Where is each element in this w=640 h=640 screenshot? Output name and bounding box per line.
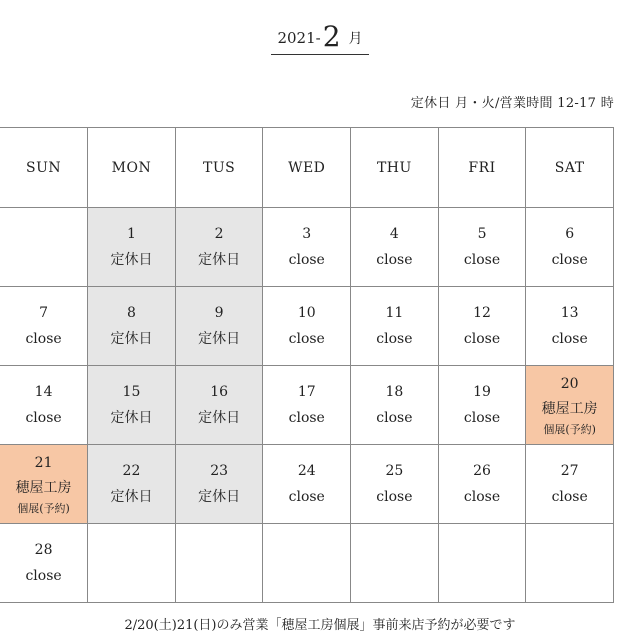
calendar-day-cell (0, 524, 88, 603)
day-status: close (551, 489, 588, 505)
day-number: 13 (560, 305, 579, 321)
event-name: 穂屋工房 (541, 401, 598, 417)
calendar-grid (0, 127, 614, 603)
weekday-header: TUS (175, 128, 263, 208)
day-number: 17 (297, 384, 316, 400)
day-number: 19 (473, 384, 491, 400)
day-status: 定休日 (198, 410, 241, 426)
day-number: 8 (127, 305, 136, 321)
day-number: 26 (473, 463, 491, 479)
title-month-unit: 月 (348, 31, 363, 47)
day-status: 定休日 (198, 252, 241, 268)
day-number: 27 (560, 463, 579, 479)
calendar-day-cell (88, 445, 176, 524)
day-number: 28 (34, 542, 53, 558)
weekday-header: THU (351, 128, 439, 208)
day-status: close (463, 489, 501, 505)
calendar-day-cell (88, 287, 176, 366)
day-number: 14 (34, 384, 53, 400)
calendar-day-cell (263, 445, 351, 524)
calendar-day-cell (88, 366, 176, 445)
calendar-day-cell (175, 445, 263, 524)
day-number: 16 (210, 384, 229, 400)
day-number: 11 (385, 305, 404, 321)
calendar-day-cell (0, 445, 88, 524)
calendar-day-cell (351, 287, 439, 366)
day-status: close (288, 410, 325, 426)
footer-notice: 2/20(土)21(日)のみ営業「穂屋工房個展」事前来店予約が必要です (124, 618, 516, 633)
day-number: 20 (560, 376, 579, 392)
title-underline (271, 20, 368, 55)
day-number: 3 (302, 226, 312, 242)
day-number: 4 (389, 226, 399, 242)
day-status: 定休日 (198, 489, 241, 505)
title-year: 2021- (277, 29, 321, 47)
event-name: 穂屋工房 (15, 480, 72, 496)
calendar-day-cell (88, 208, 176, 287)
calendar-day-cell (438, 287, 526, 366)
event-note: 個展(予約) (17, 502, 70, 515)
calendar-day-cell (438, 524, 526, 603)
calendar-week-row (0, 366, 614, 445)
calendar-day-cell (0, 366, 88, 445)
weekday-header-row (0, 128, 614, 208)
day-status: 定休日 (198, 331, 241, 347)
calendar-day-cell (526, 287, 614, 366)
calendar-day-cell (438, 445, 526, 524)
business-hours-note: 定休日 月・火/営業時間 12-17 時 (410, 96, 614, 111)
day-number: 15 (122, 384, 141, 400)
day-number: 23 (210, 463, 229, 479)
day-status: close (376, 410, 413, 426)
calendar-day-cell (175, 208, 263, 287)
day-status: 定休日 (110, 252, 153, 268)
day-status: close (25, 410, 62, 426)
calendar-day-cell (0, 208, 88, 287)
calendar-day-cell (351, 524, 439, 603)
calendar-week-row (0, 208, 614, 287)
day-status: close (463, 252, 501, 268)
calendar-day-cell (351, 445, 439, 524)
day-status: close (551, 252, 588, 268)
day-number: 5 (477, 226, 487, 242)
title-month: 2 (322, 20, 341, 53)
day-number: 25 (385, 463, 404, 479)
weekday-header: MON (88, 128, 176, 208)
day-number: 7 (39, 305, 49, 321)
day-status: close (25, 331, 62, 347)
weekday-header: SUN (0, 128, 88, 208)
weekday-header: WED (263, 128, 351, 208)
calendar-week-row (0, 445, 614, 524)
calendar-day-cell (351, 208, 439, 287)
calendar-day-cell (263, 287, 351, 366)
day-number: 12 (473, 305, 491, 321)
day-status: close (376, 252, 413, 268)
calendar-day-cell (526, 524, 614, 603)
day-status: 定休日 (110, 489, 153, 505)
calendar-day-cell (263, 208, 351, 287)
calendar-day-cell (438, 208, 526, 287)
day-number: 6 (565, 226, 575, 242)
calendar-title (0, 20, 640, 55)
calendar-day-cell (175, 287, 263, 366)
calendar-day-cell (351, 366, 439, 445)
calendar-day-cell (263, 366, 351, 445)
weekday-header: FRI (438, 128, 526, 208)
calendar-day-cell (175, 524, 263, 603)
calendar-day-cell (88, 524, 176, 603)
day-number: 10 (297, 305, 316, 321)
day-status: close (463, 331, 501, 347)
day-number: 2 (214, 226, 224, 242)
weekday-header: SAT (526, 128, 614, 208)
calendar-week-row (0, 287, 614, 366)
calendar-day-cell (526, 445, 614, 524)
day-status: close (551, 331, 588, 347)
day-number: 18 (385, 384, 404, 400)
day-number: 1 (127, 226, 136, 242)
day-number: 22 (122, 463, 141, 479)
event-note: 個展(予約) (543, 423, 596, 436)
day-number: 24 (297, 463, 316, 479)
calendar-day-cell (526, 208, 614, 287)
day-status: 定休日 (110, 410, 153, 426)
day-status: close (288, 489, 325, 505)
calendar-week-row (0, 524, 614, 603)
day-number: 9 (214, 305, 224, 321)
calendar-day-cell (175, 366, 263, 445)
calendar-day-cell (526, 366, 614, 445)
day-status: close (288, 252, 325, 268)
day-status: close (376, 489, 413, 505)
day-status: close (25, 568, 62, 584)
day-status: close (288, 331, 325, 347)
day-status: close (463, 410, 501, 426)
calendar-day-cell (263, 524, 351, 603)
day-status: close (376, 331, 413, 347)
day-status: 定休日 (110, 331, 153, 347)
calendar-day-cell (438, 366, 526, 445)
calendar-day-cell (0, 287, 88, 366)
day-number: 21 (34, 455, 53, 471)
